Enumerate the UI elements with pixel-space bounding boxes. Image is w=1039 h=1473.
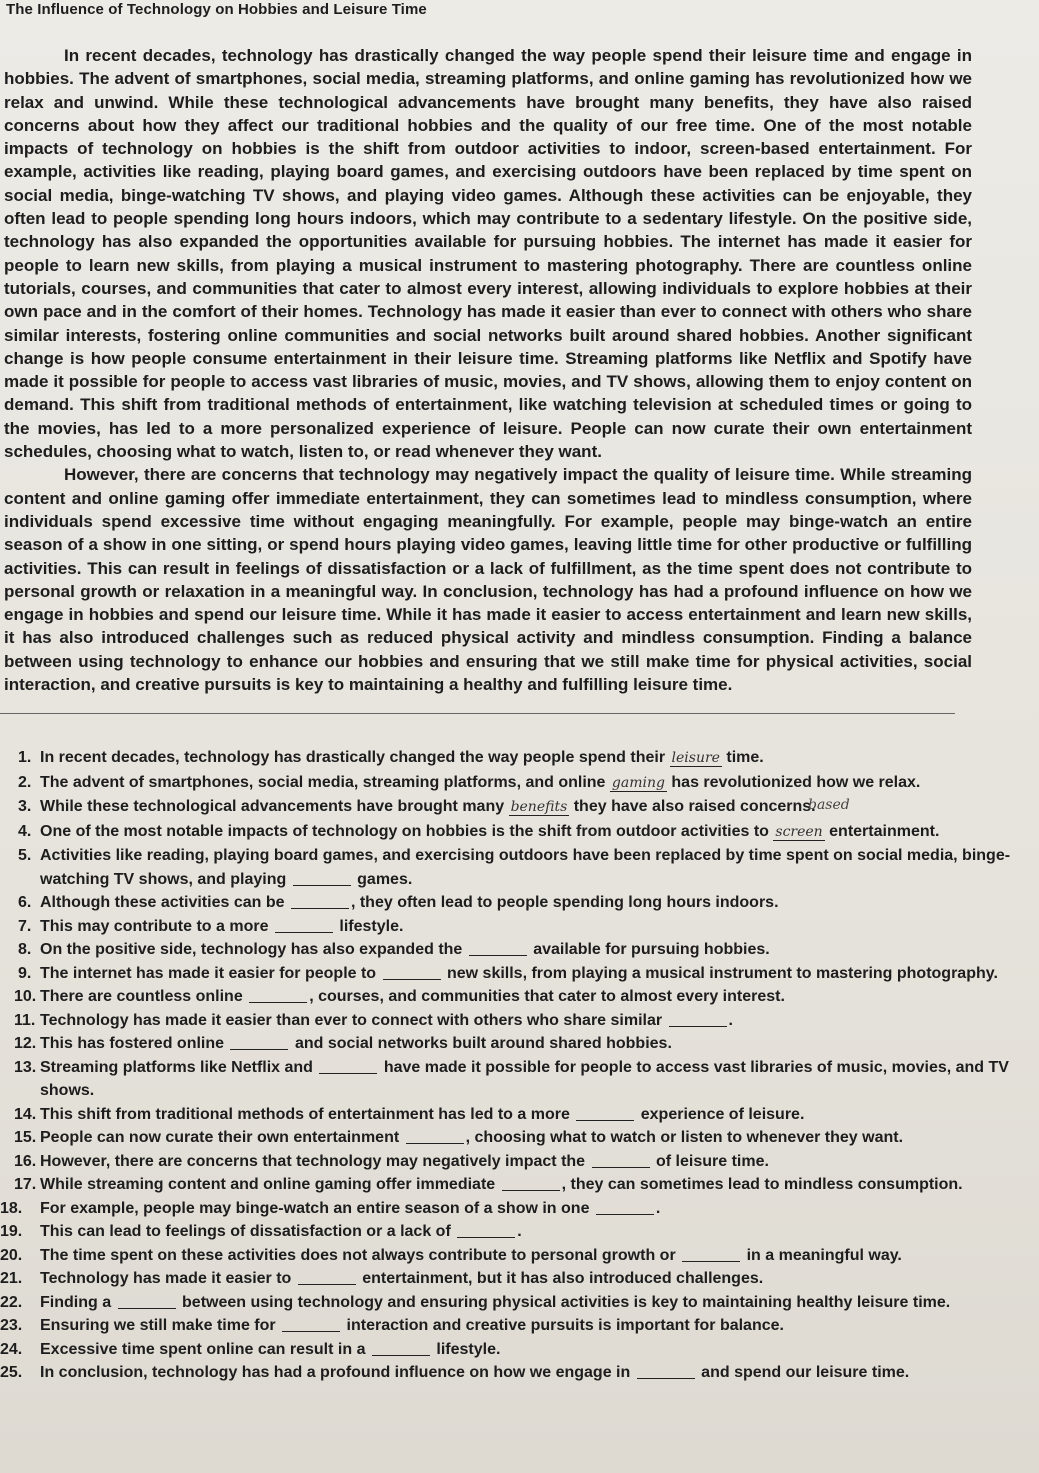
answer-blank[interactable] (406, 1128, 464, 1144)
question-number: 9. (18, 964, 32, 982)
question-text-before: There are countless online (40, 988, 243, 1005)
question-text-before: The time spent on these activities does not always contribute to personal growth or (40, 1246, 676, 1264)
question-text-before: One of the most notable impacts of technology on hobbies is the shift from outdoor activities to (40, 822, 769, 840)
question-item (0, 938, 1030, 962)
question-text-before: Ensuring we still make time for (40, 1317, 276, 1334)
question-number: 4. (18, 822, 32, 840)
passage-paragraph-2: However, there are concerns that technology may negatively impact the quality of leisure time. While streaming content and online gaming offer immediate entertainment, they can sometimes lead to mindless consumption, where individuals spend excessive time without engaging meaningfully. For example, people may binge-watch an entire season of a show in one sitting, or spend hours playing video games, leaving little time for other productive or fulfilling activities. This can result in feelings of dissatisfaction or a lack of fulfillment, as the time spent does not contribute to personal growth or relaxation in a meaningful way. In conclusion, technology has had a profound influence on how we engage in hobbies and spend our leisure time. While it has made it easier to access entertainment and learn new skills, it has also introduced challenges such as reduced physical activity and mindless consumption. Finding a balance between using technology to enhance our hobbies and ensuring that we still make time for physical activities, social interaction, and creative pursuits is key to maintaining a healthy and fulfilling leisure time. (4, 465, 972, 695)
question-number: 25. (0, 1364, 23, 1381)
question-text-after: entertainment, but it has also introduced challenges. (362, 1270, 764, 1287)
question-text-before: In recent decades, technology has drastically changed the way people spend their (40, 749, 666, 766)
question-text-after: . (655, 1199, 661, 1217)
question-item (0, 1220, 1030, 1244)
question-number: 14. (14, 1105, 37, 1123)
question-text-before: This has fostered online (40, 1035, 225, 1052)
answer-blank[interactable] (275, 917, 333, 933)
question-text-before: Technology has made it easier to (40, 1270, 292, 1287)
question-item (0, 771, 1030, 796)
question-number: 21. (0, 1270, 23, 1287)
question-text-before: While streaming content and online gaming offer immediate (40, 1176, 496, 1193)
answer-blank-filled[interactable]: benefits (510, 799, 568, 815)
question-text-before: Excessive time spent online can result in a (40, 1340, 366, 1358)
answer-blank[interactable] (298, 1269, 356, 1285)
question-text-after: new skills, from playing a musical instrument to mastering photography. (446, 964, 998, 982)
answer-blank[interactable] (592, 1152, 650, 1168)
question-number: 3. (18, 798, 32, 815)
answer-blank[interactable] (319, 1058, 377, 1074)
question-item (0, 915, 1030, 939)
answer-blank[interactable] (596, 1199, 654, 1215)
question-item (0, 1291, 1030, 1315)
answer-blank[interactable] (249, 987, 307, 1003)
question-item (0, 1267, 1030, 1291)
question-item (0, 1314, 1030, 1338)
question-text-after: lifestyle. (436, 1340, 501, 1358)
answer-blank[interactable] (682, 1246, 740, 1262)
question-text-after: entertainment. (829, 822, 940, 840)
question-item (0, 985, 1030, 1009)
question-text-after: between using technology and ensuring physical activities is key to maintaining healthy leisure time. (182, 1293, 951, 1311)
question-text-before: In conclusion, technology has had a profound influence on how we engage in (40, 1364, 631, 1381)
question-number: 22. (0, 1293, 23, 1311)
question-text-before: Finding a (40, 1293, 112, 1311)
question-text-before: While these technological advancements have brought many (40, 798, 505, 815)
question-item (0, 1197, 1030, 1221)
question-text-before: For example, people may binge-watch an entire season of a show in one (40, 1199, 590, 1217)
question-item (0, 1244, 1030, 1268)
question-item (0, 746, 1030, 771)
question-item (0, 891, 1030, 915)
answer-blank[interactable] (469, 940, 527, 956)
question-item (0, 1056, 1030, 1103)
question-text-after: experience of leisure. (640, 1105, 805, 1123)
question-text-after: have made it possible for people to access vast libraries of music, movies, and TV shows. (40, 1058, 1009, 1099)
answer-blank-filled[interactable]: screen (775, 823, 823, 840)
question-text-before: On the positive side, technology has also expanded the (40, 941, 463, 958)
answer-blank[interactable] (293, 870, 351, 886)
question-text-before: Technology has made it easier than ever to connect with others who share similar (40, 1011, 663, 1029)
question-text-before: Although these activities can be (40, 894, 285, 911)
question-text-before: The advent of smartphones, social media, streaming platforms, and online (40, 773, 606, 791)
answer-blank-filled[interactable]: gaming (611, 774, 665, 791)
question-number: 8. (18, 941, 32, 958)
question-number: 1. (18, 749, 32, 766)
question-text-before: The internet has made it easier for people to (40, 964, 377, 982)
question-text-after: of leisure time. (655, 1152, 769, 1170)
question-number: 2. (18, 773, 32, 791)
question-text-before: This can lead to feelings of dissatisfaction or a lack of (40, 1223, 451, 1240)
question-text-after: has revolutionized how we relax. (671, 773, 921, 791)
question-text-after: in a meaningful way. (746, 1246, 902, 1264)
page-title: The Influence of Technology on Hobbies and Leisure Time (6, 1, 427, 18)
question-number: 17. (14, 1176, 37, 1193)
question-text-before: Activities like reading, playing board games, and exercising outdoors have been replaced by time spent on social media, binge-watching TV shows, and playing (40, 847, 1011, 888)
question-text-after: lifestyle. (339, 917, 404, 935)
section-divider (0, 713, 955, 714)
question-text-after: they have also raised concerns. (573, 798, 816, 815)
question-text-after: , courses, and communities that cater to almost every interest. (309, 988, 785, 1005)
question-text-before: Streaming platforms like Netflix and (40, 1058, 313, 1076)
question-number: 5. (18, 847, 32, 864)
question-text-before: People can now curate their own entertainment (40, 1129, 400, 1146)
question-text-after: . (728, 1011, 733, 1029)
answer-blank[interactable] (669, 1011, 727, 1027)
question-number: 20. (0, 1246, 23, 1264)
question-number: 7. (18, 917, 32, 935)
question-number: 15. (14, 1129, 37, 1146)
question-item (0, 1103, 1030, 1127)
answer-blank[interactable] (118, 1293, 176, 1309)
question-text-after: available for pursuing hobbies. (533, 941, 770, 958)
reading-passage (4, 44, 972, 696)
question-item (0, 1009, 1030, 1033)
question-item (0, 1338, 1030, 1362)
handwritten-annotation: based (808, 797, 850, 813)
question-number: 16. (14, 1152, 37, 1170)
question-item (0, 1032, 1030, 1056)
question-item (0, 844, 1030, 891)
answer-blank[interactable] (291, 893, 349, 909)
answer-blank[interactable] (383, 964, 441, 980)
question-number: 18. (0, 1199, 23, 1217)
question-text-after: , they can sometimes lead to mindless consumption. (561, 1176, 963, 1193)
answer-blank[interactable] (457, 1222, 515, 1238)
question-text-before: This shift from traditional methods of entertainment has led to a more (40, 1105, 570, 1123)
question-item (0, 962, 1030, 986)
question-text-after: , choosing what to watch or listen to whenever they want. (465, 1129, 904, 1146)
question-text-before: This may contribute to a more (40, 917, 269, 935)
question-text-after: . (517, 1223, 522, 1240)
question-item (0, 1173, 1030, 1197)
question-text-after: time. (726, 749, 764, 766)
question-text-after: , they often lead to people spending long hours indoors. (350, 894, 779, 911)
question-item (0, 820, 1030, 845)
question-text-after: and social networks built around shared hobbies. (294, 1035, 672, 1052)
question-number: 13. (14, 1058, 37, 1076)
answer-blank-filled[interactable]: leisure (671, 750, 720, 766)
answer-blank[interactable] (576, 1105, 634, 1121)
question-text-after: and spend our leisure time. (701, 1364, 910, 1381)
question-text-after: interaction and creative pursuits is important for balance. (346, 1317, 784, 1334)
answer-blank[interactable] (502, 1175, 560, 1191)
question-number: 24. (0, 1340, 23, 1358)
passage-paragraph-1: In recent decades, technology has drastically changed the way people spend their leisure time and engage in hobbies. The advent of smartphones, social media, streaming platforms, and online gaming has revolutionized how we relax and unwind. While these technological advancements have brought many benefits, they have also raised concerns about how they affect our traditional hobbies and the quality of our free time. One of the most notable impacts of technology on hobbies is the shift from outdoor activities to indoor, screen-based entertainment. For example, activities like reading, playing board games, and exercising outdoors have been replaced by time spent on social media, binge-watching TV shows, and playing video games. Although these activities can be enjoyable, they often lead to people spending long hours indoors, which may contribute to a sedentary lifestyle. On the positive side, technology has also expanded the opportunities available for pursuing hobbies. The internet has made it easier for people to learn new skills, from playing a musical instrument to mastering photography. There are countless online tutorials, courses, and communities that cater to almost every interest, allowing individuals to explore hobbies at their own pace and in the comfort of their homes. Technology has made it easier than ever to connect with others who share similar interests, fostering online communities and social networks built around shared hobbies. Another significant change is how people consume entertainment in their leisure time. Streaming platforms like Netflix and Spotify have made it possible for people to access vast libraries of music, movies, and TV shows, allowing them to enjoy content on demand. This shift from traditional methods of entertainment, like watching television at scheduled times or going to the movies, has led to a more personalized experience of leisure. People can now curate their own entertainment schedules, choosing what to watch, listen to, or read whenever they want. (4, 46, 972, 462)
answer-blank[interactable] (282, 1316, 340, 1332)
question-number: 23. (0, 1317, 23, 1334)
question-item (0, 1150, 1030, 1174)
question-item (0, 1361, 1030, 1385)
question-list (0, 746, 1030, 1385)
question-number: 19. (0, 1223, 23, 1240)
question-number: 11. (14, 1011, 36, 1029)
question-item (0, 795, 1030, 820)
question-number: 10. (14, 988, 37, 1005)
question-item (0, 1126, 1030, 1150)
question-text-before: However, there are concerns that technology may negatively impact the (40, 1152, 586, 1170)
question-number: 6. (18, 894, 32, 911)
answer-blank[interactable] (372, 1340, 430, 1356)
answer-blank[interactable] (230, 1034, 288, 1050)
answer-blank[interactable] (637, 1363, 695, 1379)
question-number: 12. (14, 1035, 37, 1052)
question-text-after: games. (357, 870, 413, 888)
